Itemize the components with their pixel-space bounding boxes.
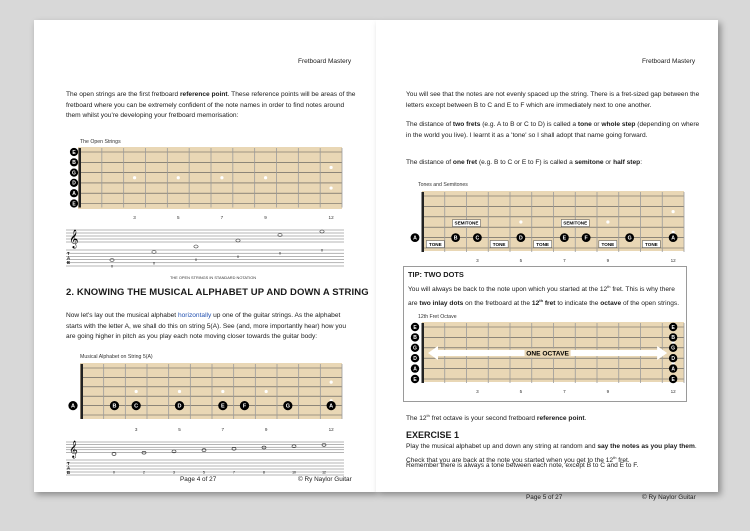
fret-number: 5 [178,427,181,432]
note-label: E [72,201,76,208]
spacing-paragraph: You will see that the notes are not evenly spaced up the string. There is a fret-sized gap between the letters except between B to C and E to F which are immediately next to one another. [406,91,700,109]
page-header: Fretboard Mastery [298,58,352,65]
exercise-paragraph: Play the musical alphabet up and down any string at random and say the notes as you play them. Check that you are back at the note you started when you get to the 12th fret. [406,443,697,464]
inlay-dot [672,210,675,213]
tab-number: 2 [143,470,145,475]
note-label: A [72,191,76,197]
tones-diagram-title: Tones and Semitones [418,182,468,188]
fret-number: 7 [563,389,566,394]
note-label: E [671,376,675,383]
semitone-paragraph: The distance of one fret (e.g. B to C or E to F) is called a semitone or half step: [406,159,643,166]
tab-letter: T [67,461,70,466]
note-label: G [671,345,676,352]
tab-number: 5 [203,470,205,475]
tab-number: 0 [279,251,281,256]
page-number: Page 5 of 27 [526,494,563,501]
alphabet-fretboard [66,360,346,438]
note-label: E [220,403,225,410]
staff-note [194,245,198,248]
fret-number: 9 [264,427,268,432]
tone-label: TONE [536,241,549,247]
right-page [376,20,718,501]
note-label: B [112,403,117,410]
open-strings-title: The Open Strings [80,139,121,145]
note-label: B [671,335,675,342]
tone-label: TONE [645,241,658,247]
tab-letter: T [67,251,70,256]
fret-number: 9 [606,389,610,394]
note-label: F [584,235,588,242]
fret-number: 7 [563,258,566,263]
intro-paragraph: The open strings are the first fretboard reference point. These reference points will be areas of the fretboard where you can be extremely confident of the note names in order to find notes around them whilst you're developing your fretboard memorisation: [66,91,356,120]
page-header: Fretboard Mastery [642,58,696,65]
section-2-paragraph: Now let's lay out the musical alphabet horizontally up one of the guitar strings. As the alphabet starts with the letter A, we shall do this on string 5(A). See (and, more importantly hear) how you are going higher in pitch as you play each note moving closer towards the guitar body: [66,312,346,341]
note-label: A [671,366,675,373]
staff-note [322,444,326,447]
inlay-dot [177,176,180,179]
note-label: E [562,235,567,242]
fret-number: 12 [328,427,334,432]
alphabet-diagram-title: Musical Alphabet on String 5(A) [80,354,153,360]
semitone-label: SEMITONE [454,220,479,226]
nut [81,364,84,419]
note-label: D [72,180,76,187]
fret-number: 12 [670,258,676,263]
inlay-dot [178,390,181,393]
inlay-dot [329,186,332,189]
note-label: F [242,403,247,410]
page-number: Page 4 of 27 [180,476,217,483]
fret-number: 9 [606,258,610,263]
note-label: A [413,235,417,242]
note-label: A [413,366,417,373]
open-strings-notation [66,224,346,272]
tab-number: 0 [113,470,115,475]
note-label: E [413,324,417,331]
note-label: D [177,403,182,410]
fret-number: 7 [220,215,224,220]
tab-number: 0 [321,248,323,253]
note-label: B [72,160,76,167]
tab-letter: B [67,470,71,475]
octave-reference-paragraph: The 12th fret octave is your second fretboard reference point. [406,413,587,423]
tones-fretboard [406,188,688,266]
fret-number: 5 [519,258,523,263]
fret-number: 3 [134,427,138,432]
note-label: G [285,403,290,410]
tone-label: TONE [601,241,615,247]
fret-number: 12 [670,389,676,394]
tone-paragraph: The distance of two frets (e.g. A to B or C to D) is called a tone or whole step (depending on where in the world you live). I learnt it as a 'tone' so I shall adopt that name going forward. [406,121,700,139]
staff-note [262,446,266,449]
note-label: A [671,235,675,242]
octave-diagram-title: 12th Fret Octave [418,314,457,320]
inlay-dot [265,390,268,393]
note-label: G [72,170,76,177]
open-strings-fretboard [66,144,346,224]
staff-note [236,239,240,242]
notation-caption: THE OPEN STRINGS IN STANDARD NOTATION [170,275,257,280]
note-label: C [134,403,139,410]
tab-number: 0 [237,254,239,259]
tab-number: 12 [322,470,326,475]
tab-number: 10 [292,470,296,475]
note-label: D [413,356,417,362]
fret-number: 3 [133,215,136,220]
tab-letter: A [67,465,71,471]
note-label: E [72,149,76,156]
octave-fretboard [406,319,688,399]
inlay-dot [606,220,609,223]
semitone-label: SEMITONE [563,220,588,226]
highlight-horizontally: horizontally [177,312,212,319]
inlay-dot [329,166,332,169]
staff-note [142,451,146,454]
inlay-dot [264,176,267,179]
reminder-paragraph: Remember there is always a tone between each note, except B to C and E to F. [406,462,639,469]
tab-number: 7 [233,470,235,475]
note-label: G [627,235,632,242]
staff-note [202,449,206,452]
fret-number: 3 [476,258,479,263]
note-label: A [329,403,334,410]
tab-letter: A [67,255,71,261]
note-label: E [413,376,417,383]
inlay-dot [135,390,138,393]
tip-title: TIP: TWO DOTS [408,270,464,279]
treble-clef-icon: 𝄞 [69,231,79,248]
fret-number: 12 [328,215,334,220]
note-label: B [453,235,458,242]
nut [422,192,425,252]
fret-number: 7 [221,427,225,432]
tab-number: 0 [111,264,113,269]
tone-label: TONE [428,241,442,247]
copyright: © Ry Naylor Guitar [298,476,352,483]
tab-number: 0 [153,261,155,266]
tip-paragraph: You will always be back to the note upon which you started at the 12th fret. This is why there are two inlay dots on the fretboard at the 12th fret to indicate the octave of the open strings. [408,284,680,307]
note-label: D [671,356,675,362]
fret-number: 5 [176,215,180,220]
inlay-dot [519,220,522,223]
copyright: © Ry Naylor Guitar [642,494,696,501]
tab-number: 0 [195,258,197,263]
note-label: D [519,235,523,242]
staff-note [320,230,324,233]
fret-number: 3 [476,389,479,394]
note-label: G [413,345,417,352]
octave-label: ONE OCTAVE [526,350,569,358]
staff-note [110,259,114,262]
tab-number: 8 [263,470,265,475]
section-2-heading: 2. KNOWING THE MUSICAL ALPHABET UP AND DOWN A STRING [66,287,369,298]
staff-note [112,453,116,456]
note-label: C [475,235,480,242]
tab-letter: B [67,260,71,265]
note-label: A [71,403,75,410]
inlay-dot [221,390,224,393]
inlay-dot [330,381,333,384]
nut [79,148,82,208]
fret-number: 5 [519,389,523,394]
note-label: B [413,335,417,342]
inlay-dot [220,176,223,179]
left-page [34,20,376,492]
exercise-heading: EXERCISE 1 [406,430,460,440]
tab-number: 3 [173,470,175,475]
fret-number: 9 [264,215,267,220]
nut [422,323,425,383]
inlay-dot [133,176,136,179]
treble-clef-icon: 𝄞 [69,441,78,458]
tone-label: TONE [492,241,506,247]
note-label: E [671,324,675,331]
alphabet-notation [66,436,346,478]
